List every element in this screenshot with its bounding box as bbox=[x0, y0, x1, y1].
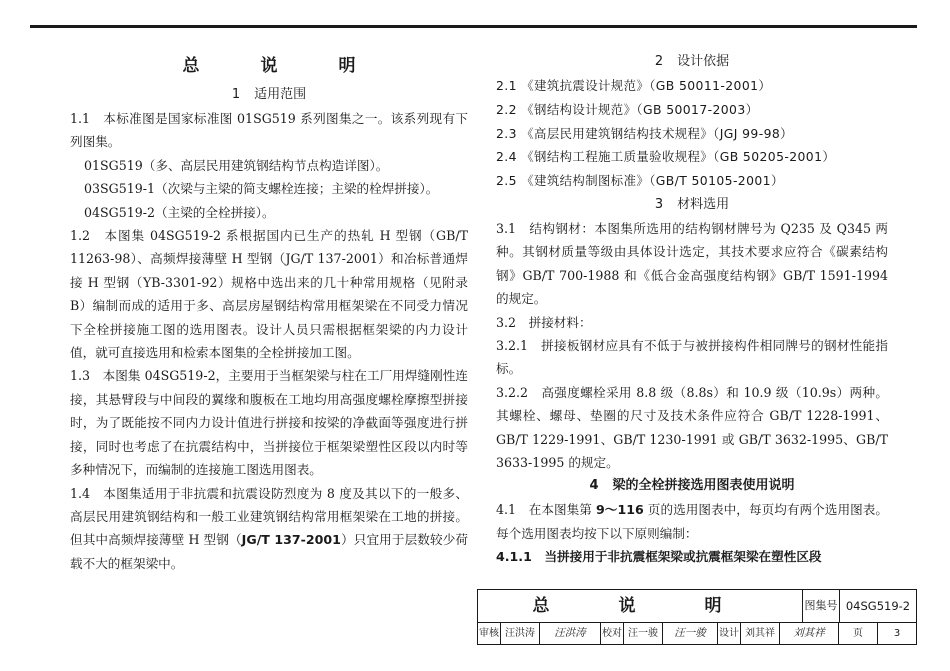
paragraph-3-2: 3.2 拼接材料： bbox=[496, 314, 592, 330]
section-title: 梁的全栓拼接选用图表使用说明 bbox=[612, 478, 795, 494]
paragraph-1-3: 1.3 本图集 04SG519-2，主要用于当框架梁与柱在工厂用焊缝刚性连接，其悬臂段与中间段的翼缘和腹板在工地均用高强度螺栓摩擦型拼接时，为了既能按不同内力设计值进行拼接和按梁的净截面等强度进行拼接，同时也考虑了在抗震结构中，当拼接位于框架梁塑性区段以内时等多种情况下，而编制的连接施工图选用图表。 bbox=[70, 368, 468, 478]
page-title: 总 说 明 bbox=[182, 56, 378, 76]
review-label: 审核 bbox=[478, 623, 501, 644]
section-number: 3 bbox=[654, 196, 664, 212]
standard-code: JG/T 137-2001 bbox=[241, 532, 341, 548]
reference-item: 2.3 《高层民用建筑钢结构技术规程》（JGJ 99-98） bbox=[496, 125, 793, 141]
reviewer-name: 汪洪涛 bbox=[501, 623, 540, 644]
section-3-heading bbox=[496, 193, 888, 217]
checker-signature: 汪一骏 bbox=[663, 623, 718, 644]
list-item: 04SG519-2（主梁的全栓拼接）。 bbox=[84, 204, 275, 220]
paragraph-3-1: 3.1 结构钢材：本图集所选用的结构钢材牌号为 Q235 及 Q345 两种。其钢材质量等级由具体设计选定，其技术要求应符合《碳素结构钢》GB/T 700-1988 和《低合金高强度结构钢》GB/T 1591-1994 的规定。 bbox=[496, 220, 888, 307]
section-number: 4 bbox=[589, 478, 599, 494]
list-item: 01SG519（多、高层民用建筑钢结构节点构造详图）。 bbox=[84, 157, 389, 173]
section-number: 2 bbox=[654, 54, 664, 69]
page-range: 9～116 bbox=[596, 502, 644, 518]
reference-item: 2.4 《钢结构工程施工质量验收规程》（GB 50205-2001） bbox=[496, 149, 836, 165]
top-border-line bbox=[30, 25, 917, 28]
paragraph-1-1: 1.1 本标准图是国家标准图 01SG519 系列图集之一。该系列现有下列图集。 bbox=[70, 111, 468, 150]
reference-item: 2.1 《建筑抗震设计规范》（GB 50011-2001） bbox=[496, 78, 772, 93]
section-2-heading bbox=[496, 50, 888, 74]
paragraph-3-2-2: 3.2.2 高强度螺栓采用 8.8 级（8.8s）和 10.9 级（10.9s）两种。其螺栓、螺母、垫圈的尺寸及技术条件应符合 GB/T 1228-1991、GB/T 1229-1991、GB/T 1230-1991 或 GB/T 3632-1995、GB/T 3633-1995 的规定。 bbox=[496, 384, 888, 471]
reference-item: 2.5 《建筑结构制图标准》（GB/T 50105-2001） bbox=[496, 173, 784, 189]
paragraph-4-1: 4.1 在本图集第 9～116 页的选用图表中，每页均有两个选用图表。每个选用图表均按下以下原则编制： bbox=[496, 502, 888, 541]
paragraph-4-1-1: 4.1.1 当拼接用于非抗震框架梁或抗震框架梁在塑性区段 bbox=[496, 549, 822, 565]
designer-name: 刘其祥 bbox=[741, 623, 780, 644]
atlas-number-label: 图集号 bbox=[803, 590, 840, 623]
section-title: 材料选用 bbox=[677, 196, 730, 212]
title-block-title: 总 说 明 bbox=[478, 590, 803, 623]
design-label: 设计 bbox=[718, 623, 741, 644]
reference-item: 2.2 《钢结构设计规范》（GB 50017-2003） bbox=[496, 101, 759, 117]
paragraph-1-2: 1.2 本图集 04SG519-2 系根据国内已生产的热轧 H 型钢（GB/T 11263-98）、高频焊接薄壁 H 型钢（JG/T 137-2001）和冶标普通焊接 H 型钢（YB-3301-92）规格中选出来的几十种常用规格（见附录 B）编制而成的适用于多、高层房屋钢结构常用框架梁在不同受力情况下全栓拼接施工图的选用图表。设计人员只需根据框架梁的内力设计值，就可直接选用和检索本图集的全栓拼接加工图。 bbox=[70, 228, 468, 361]
reviewer-signature: 汪洪涛 bbox=[540, 623, 601, 644]
section-title: 设计依据 bbox=[677, 54, 730, 69]
section-title: 适用范围 bbox=[254, 87, 307, 102]
left-column bbox=[70, 50, 468, 575]
section-4-heading bbox=[496, 474, 888, 498]
right-column bbox=[496, 50, 888, 569]
signature-row bbox=[478, 623, 916, 644]
paragraph-3-2-1: 3.2.1 拼接板钢材应具有不低于与被拼接构件相同牌号的钢材性能指标。 bbox=[496, 338, 888, 377]
title-block bbox=[477, 589, 917, 645]
checker-name: 汪一骏 bbox=[624, 623, 663, 644]
list-item: 03SG519-1（次梁与主梁的简支螺栓连接；主梁的栓焊拼接）。 bbox=[84, 181, 439, 197]
section-1-heading bbox=[70, 83, 468, 107]
atlas-number: 04SG519-2 bbox=[840, 590, 916, 623]
designer-signature: 刘其祥 bbox=[780, 623, 839, 644]
paragraph-1-4: 1.4 本图集适用于非抗震和抗震设防烈度为 8 度及其以下的一般多、高层民用建筑钢结构和一般工业建筑钢结构常用框架梁在工地的拼接。但其中高频焊接薄壁 H 型钢（JG/T 137-2001）只宜用于层数较少荷载不大的框架梁中。 bbox=[70, 485, 468, 571]
section-number: 1 bbox=[231, 87, 241, 102]
page-number: 3 bbox=[893, 628, 901, 639]
check-label: 校对 bbox=[601, 623, 624, 644]
page-label: 页 bbox=[839, 623, 878, 644]
